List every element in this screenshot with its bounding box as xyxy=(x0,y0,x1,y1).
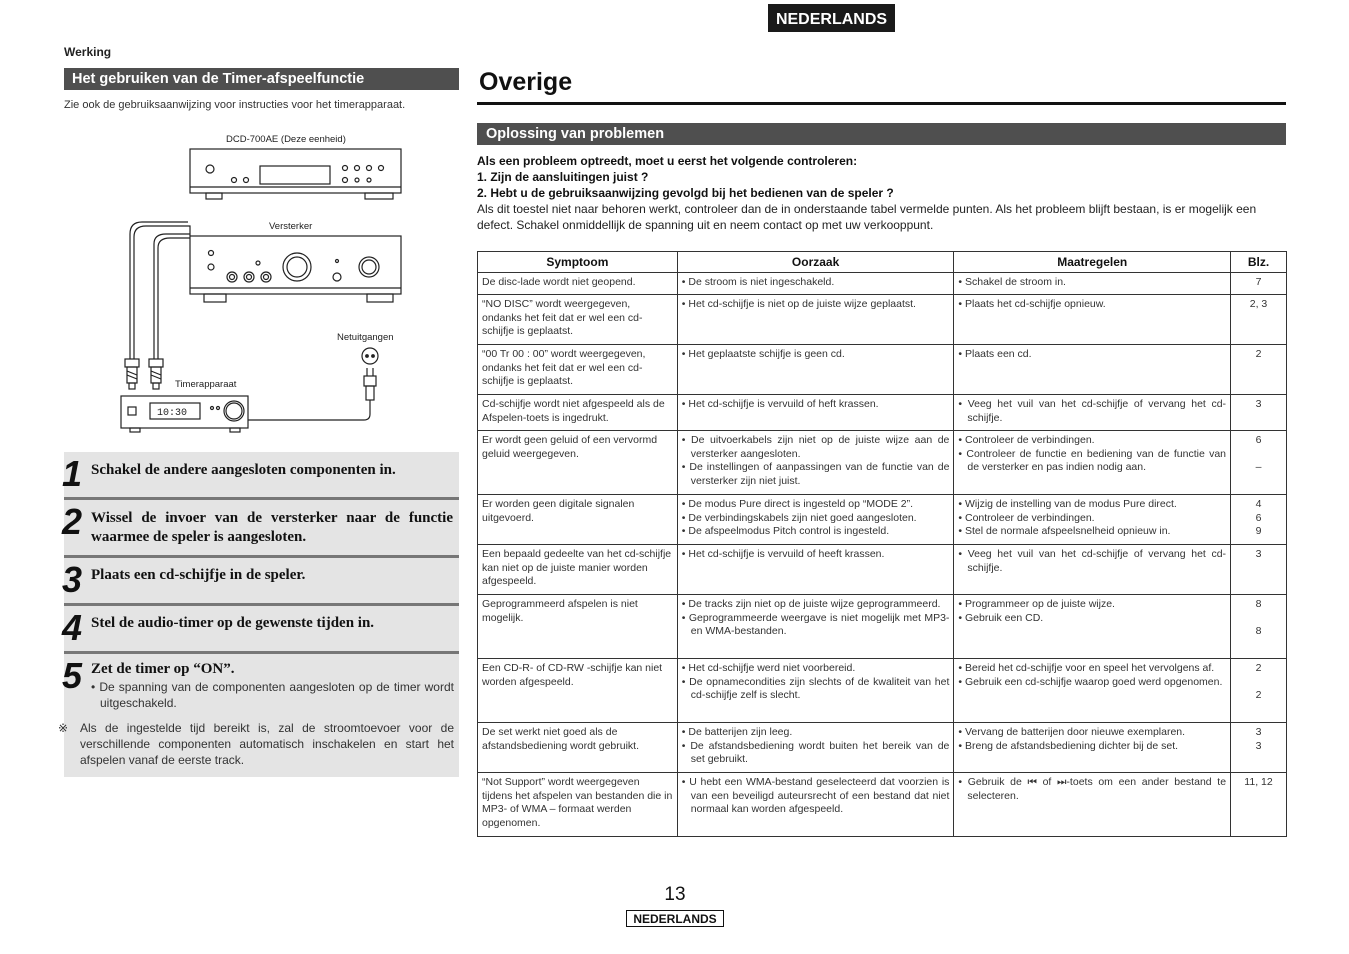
table-row xyxy=(478,723,1287,773)
symptom-cell: Er worden geen digitale signalen uitgevoerd. xyxy=(478,495,678,545)
cause-item: • De modus Pure direct is ingesteld op “MODE 2”. xyxy=(682,498,950,512)
page-ref: 4 xyxy=(1255,498,1262,510)
timer-display: 10:30 xyxy=(157,408,188,419)
cause-item: • De tracks zijn niet op de juiste wijze geprogrammeerd. xyxy=(682,598,950,612)
remedy-item: • Plaats het cd-schijfje opnieuw. xyxy=(958,298,1226,312)
remedy-cell xyxy=(954,273,1231,295)
step-4 xyxy=(64,606,459,651)
remedy-item: • Vervang de batterijen door nieuwe exemplaren. xyxy=(958,726,1226,740)
page-ref-cell xyxy=(1231,495,1287,545)
page-ref: 3 xyxy=(1255,548,1262,560)
left-intro-text: Zie ook de gebruiksaanwijzing voor instructies voor het timerapparaat. xyxy=(64,99,406,111)
cause-item: • Geprogrammeerde weergave is niet mogelijk met MP3- en WMA-bestanden. xyxy=(682,612,950,639)
amplifier-icon xyxy=(190,236,401,302)
page-title: Overige xyxy=(479,68,573,96)
table-row xyxy=(478,495,1287,545)
language-badge-bottom: NEDERLANDS xyxy=(626,910,724,927)
page-number: 13 xyxy=(664,884,686,905)
check-instructions xyxy=(477,153,1289,233)
remedy-item: • Programmeer op de juiste wijze. xyxy=(958,598,1226,612)
table-row xyxy=(478,659,1287,723)
remedy-item: • Gebruik een cd-schijfje waarop goed werd opgenomen. xyxy=(958,676,1226,690)
troubleshooting-heading: Oplossing van problemen xyxy=(477,123,1286,145)
cause-cell xyxy=(677,431,954,495)
remedy-cell xyxy=(954,723,1231,773)
cause-item: • De stroom is niet ingeschakeld. xyxy=(682,276,950,290)
symptom-cell: De set werkt niet goed als de afstandsbediening wordt gebruikt. xyxy=(478,723,678,773)
cd-player-label: DCD-700AE (Deze eenheid) xyxy=(226,134,346,145)
remedy-item: • Stel de normale afspeelsnelheid opnieuw in. xyxy=(958,525,1226,539)
page-ref-cell xyxy=(1231,659,1287,723)
cause-item: • U hebt een WMA-bestand geselecteerd dat voorzien is van een beveiligd auteursrecht of een bestand dat niet normaal kan worden afgespeeld. xyxy=(682,776,950,817)
left-section-heading: Het gebruiken van de Timer-afspeelfunctie xyxy=(64,68,459,90)
page-ref: 3 xyxy=(1255,726,1262,738)
cause-cell xyxy=(677,345,954,395)
remedy-item: • Veeg het vuil van het cd-schijfje of vervang het cd-schijfje. xyxy=(958,548,1226,575)
cause-cell xyxy=(677,659,954,723)
remedy-cell xyxy=(954,395,1231,431)
symptom-cell: Er wordt geen geluid of een vervormd geluid weergegeven. xyxy=(478,431,678,495)
cause-item: • De batterijen zijn leeg. xyxy=(682,726,950,740)
remedy-item: • Controleer de verbindingen. xyxy=(958,512,1226,526)
remedy-item: • Veeg het vuil van het cd-schijfje of vervang het cd-schijfje. xyxy=(958,398,1226,425)
page-ref: 2 xyxy=(1255,689,1262,702)
page-ref-cell xyxy=(1231,295,1287,345)
step-3 xyxy=(64,558,459,603)
page-ref-cell xyxy=(1231,395,1287,431)
table-row xyxy=(478,773,1287,837)
symptom-cell: Geprogrammeerd afspelen is niet mogelijk. xyxy=(478,595,678,659)
page-ref: – xyxy=(1255,461,1262,474)
step-5-bullet: • De spanning van de componenten aangesloten op de timer wordt uitgeschakeld. xyxy=(91,680,454,710)
cause-cell xyxy=(677,273,954,295)
step-number: 2 xyxy=(62,501,83,542)
table-row xyxy=(478,273,1287,295)
step-number: 4 xyxy=(62,607,83,648)
table-row xyxy=(478,295,1287,345)
page-ref: 8 xyxy=(1255,625,1262,638)
col-header-cause: Oorzaak xyxy=(677,252,954,273)
symptom-cell: Cd-schijfje wordt niet afgespeeld als de Afspelen-toets is ingedrukt. xyxy=(478,395,678,431)
table-row xyxy=(478,395,1287,431)
remedy-cell xyxy=(954,773,1231,837)
page-ref-cell xyxy=(1231,345,1287,395)
step-number: 5 xyxy=(62,655,83,696)
cause-cell xyxy=(677,295,954,345)
page-ref-cell xyxy=(1231,431,1287,495)
power-outlet-icon xyxy=(362,348,378,400)
step-text: Zet de timer op “ON”. xyxy=(91,661,235,677)
remedy-cell xyxy=(954,431,1231,495)
step-number: 3 xyxy=(62,559,83,600)
table-row xyxy=(478,431,1287,495)
check-body: Als dit toestel niet naar behoren werkt, controleer dan de in onderstaande tabel vermelde punten. Als het probleem blijft bestaan, is er mogelijk een defect. Schakel onmiddellijk de spanning uit en neem contact op met uw verkooppunt. xyxy=(477,202,1257,232)
step-text: Schakel de andere aangesloten componenten in. xyxy=(91,462,396,478)
page-ref-cell xyxy=(1231,595,1287,659)
remedy-cell xyxy=(954,295,1231,345)
remedy-item: • Plaats een cd. xyxy=(958,348,1226,362)
page-ref: 2 xyxy=(1255,662,1262,674)
cause-item: • Het cd-schijfje is vervuild of heeft krassen. xyxy=(682,548,950,562)
cause-item: • Het cd-schijfje is niet op de juiste wijze geplaatst. xyxy=(682,298,950,312)
remedy-cell xyxy=(954,545,1231,595)
step-5 xyxy=(58,654,459,777)
step-2 xyxy=(64,500,459,555)
cause-item: • De opnamecondities zijn slechts of de kwaliteit van het cd-schijfje zelf is slecht. xyxy=(682,676,950,703)
table-header-row xyxy=(478,252,1287,273)
page-ref: 3 xyxy=(1255,739,1262,752)
cause-item: • De instellingen of aanpassingen van de functie van de versterker zijn niet juist. xyxy=(682,461,950,488)
page-ref-cell xyxy=(1231,545,1287,595)
page-ref xyxy=(1235,676,1282,690)
connection-diagram xyxy=(110,130,430,435)
cause-cell xyxy=(677,545,954,595)
page-ref xyxy=(1235,612,1282,626)
rca-plug-left xyxy=(125,359,139,389)
remedy-item: • Controleer de verbindingen. xyxy=(958,434,1226,448)
table-row xyxy=(478,595,1287,659)
col-header-remedy: Maatregelen xyxy=(954,252,1231,273)
col-header-symptom: Symptoom xyxy=(478,252,678,273)
symptom-cell: “00 Tr 00 : 00” wordt weergegeven, ondanks het feit dat er wel een cd-schijfje is geplaatst. xyxy=(478,345,678,395)
cause-item: • De afstandsbediening wordt buiten het bereik van de set gebruikt. xyxy=(682,740,950,767)
title-rule xyxy=(477,102,1286,105)
page-ref-cell xyxy=(1231,273,1287,295)
outlet-label: Netuitgangen xyxy=(337,332,394,343)
cause-item: • Het geplaatste schijfje is geen cd. xyxy=(682,348,950,362)
page-ref xyxy=(1235,448,1282,462)
remedy-cell xyxy=(954,659,1231,723)
table-row xyxy=(478,545,1287,595)
remedy-item: • Breng de afstandsbediening dichter bij de set. xyxy=(958,740,1226,754)
note-mark: ※ xyxy=(58,721,69,735)
diagram-drawing xyxy=(110,130,430,435)
remedy-item: • Schakel de stroom in. xyxy=(958,276,1226,290)
page-ref-cell xyxy=(1231,723,1287,773)
timer-label: Timerapparaat xyxy=(175,379,237,390)
check-intro: Als een probleem optreedt, moet u eerst het volgende controleren: xyxy=(477,154,858,168)
step-1 xyxy=(64,452,459,497)
language-badge-top: NEDERLANDS xyxy=(768,4,895,32)
remedy-item: • Controleer de functie en bediening van de functie van de versterker en pas indien nodig aan. xyxy=(958,448,1226,475)
page-ref-cell xyxy=(1231,773,1287,837)
symptom-cell: “NO DISC” wordt weergegeven, ondanks het feit dat er wel een cd-schijfje is geplaatst. xyxy=(478,295,678,345)
cause-cell xyxy=(677,395,954,431)
page-ref: 6 xyxy=(1255,511,1262,524)
symptom-cell: “Not Support” wordt weergegeven tijdens het afspelen van bestanden die in MP3- of WMA – formaat werden opgenomen. xyxy=(478,773,678,837)
table-row xyxy=(478,345,1287,395)
remedy-cell xyxy=(954,345,1231,395)
symptom-cell: De disc-lade wordt niet geopend. xyxy=(478,273,678,295)
page-ref: 9 xyxy=(1255,525,1262,538)
page-ref: 2, 3 xyxy=(1249,298,1268,310)
check-item-2: 2. Hebt u de gebruiksaanwijzing gevolgd bij het bedienen van de speler ? xyxy=(477,186,894,200)
cause-cell xyxy=(677,773,954,837)
page-ref: 3 xyxy=(1255,398,1262,410)
cause-cell xyxy=(677,595,954,659)
page-ref: 6 xyxy=(1255,434,1262,446)
remedy-item: • Gebruik een CD. xyxy=(958,612,1226,626)
cause-item: • De verbindingskabels zijn niet goed aangesloten. xyxy=(682,512,950,526)
page-ref: 8 xyxy=(1255,598,1262,610)
step-5-note: ※ Als de ingestelde tijd bereikt is, zal de stroomtoevoer voor de verschillende componenten automatisch inschakelen en start het afspelen vanaf de eerste track. xyxy=(58,721,454,767)
remedy-item: • Gebruik de ⏮ of ⏭-toets om een ander bestand te selecteren. xyxy=(958,776,1226,803)
cause-item: • De afspeelmodus Pitch control is ingesteld. xyxy=(682,525,950,539)
check-item-1: 1. Zijn de aansluitingen juist ? xyxy=(477,170,649,184)
page-ref: 11, 12 xyxy=(1244,776,1273,788)
amplifier-label: Versterker xyxy=(269,221,313,232)
step-text: Plaats een cd-schijfje in de speler. xyxy=(91,567,306,583)
cd-player-icon xyxy=(190,149,401,199)
remedy-item: • Bereid het cd-schijfje voor en speel het vervolgens af. xyxy=(958,662,1226,676)
col-header-page: Blz. xyxy=(1231,252,1287,273)
cause-cell xyxy=(677,495,954,545)
troubleshooting-table xyxy=(477,251,1287,837)
rca-plug-right xyxy=(149,359,163,389)
symptom-cell: Een bepaald gedeelte van het cd-schijfje kan niet op de juiste manier worden afgespeeld. xyxy=(478,545,678,595)
cause-item: • De uitvoerkabels zijn niet op de juiste wijze aan de versterker aangesloten. xyxy=(682,434,950,461)
cause-item: • Het cd-schijfje is vervuild of heft krassen. xyxy=(682,398,950,412)
symptom-cell: Een CD-R- of CD-RW -schijfje kan niet worden afgespeeld. xyxy=(478,659,678,723)
step-text: Wissel de invoer van de versterker naar de functie waarmee de speler is aangesloten. xyxy=(91,510,453,545)
cause-cell xyxy=(677,723,954,773)
remedy-cell xyxy=(954,495,1231,545)
step-text: Stel de audio-timer op de gewenste tijden in. xyxy=(91,615,375,631)
step-number: 1 xyxy=(62,453,83,494)
section-label: Werking xyxy=(64,45,112,59)
page-ref: 7 xyxy=(1255,276,1262,288)
remedy-cell xyxy=(954,595,1231,659)
remedy-item: • Wijzig de instelling van de modus Pure direct. xyxy=(958,498,1226,512)
page-ref: 2 xyxy=(1255,348,1262,360)
cause-item: • Het cd-schijfje werd niet voorbereid. xyxy=(682,662,950,676)
